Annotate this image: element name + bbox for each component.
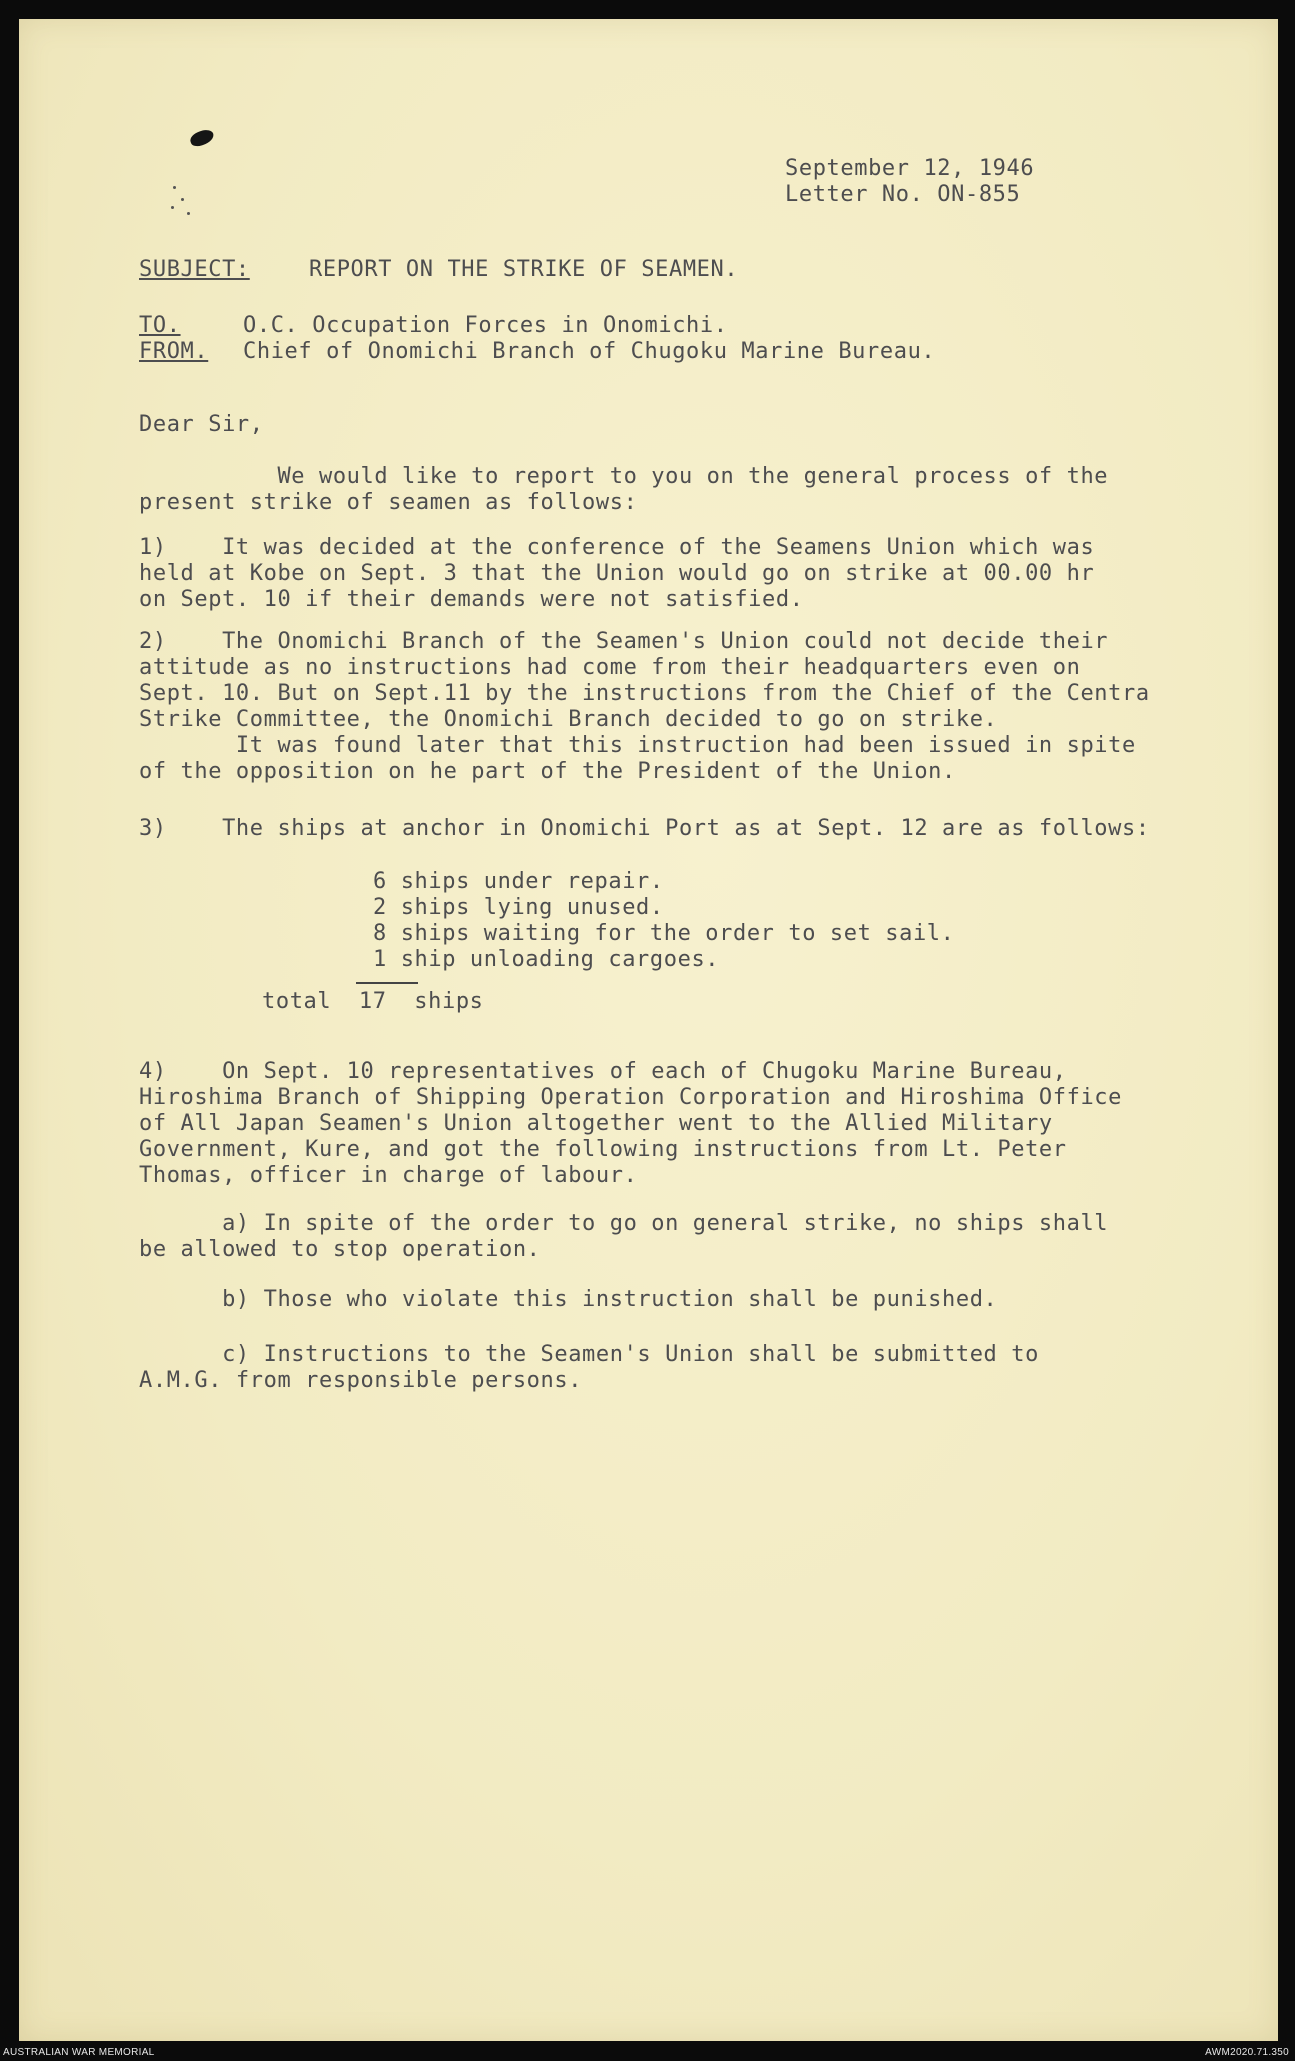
- text-line: Hiroshima Branch of Shipping Operation Corporation and Hiroshima Office: [139, 1085, 1123, 1110]
- item-4: [139, 1059, 1122, 1189]
- to-label: TO.: [139, 313, 181, 338]
- ships-total: total 17 ships: [262, 989, 484, 1014]
- text-line: Sept. 10. But on Sept.11 by the instructions from the Chief of the Centra: [139, 681, 1150, 706]
- text-line: c) Instructions to the Seamen's Union shall be submitted to: [139, 1342, 1039, 1367]
- from-label: FROM.: [139, 339, 209, 364]
- text-line: held at Kobe on Sept. 3 that the Union would go on strike at 00.00 hr: [139, 561, 1095, 586]
- instruction-c: [139, 1342, 1039, 1394]
- to-text: O.C. Occupation Forces in Onomichi.: [243, 313, 728, 338]
- subject-text: REPORT ON THE STRIKE OF SEAMEN.: [309, 257, 739, 282]
- item-1: [139, 535, 1094, 613]
- text-line: Strike Committee, the Onomichi Branch decided to go on strike.: [139, 707, 998, 732]
- list-item: 8 ships waiting for the order to set sail.: [373, 921, 955, 946]
- text-line: a) In spite of the order to go on general strike, no ships shall: [139, 1211, 1109, 1236]
- item-3-intro: 3) The ships at anchor in Onomichi Port as at Sept. 12 are as follows:: [139, 816, 1150, 841]
- text-line: We would like to report to you on the general process of the: [139, 464, 1109, 489]
- text-line: 4) On Sept. 10 representatives of each of Chugoku Marine Bureau,: [139, 1059, 1067, 1084]
- text-line: present strike of seamen as follows:: [139, 490, 638, 515]
- subject-label: SUBJECT:: [139, 257, 250, 282]
- total-rule: [356, 982, 418, 984]
- from-text: Chief of Onomichi Branch of Chugoku Marine Bureau.: [243, 339, 936, 364]
- text-line: be allowed to stop operation.: [139, 1237, 541, 1262]
- list-item: 6 ships under repair.: [373, 869, 664, 894]
- text-line: Thomas, officer in charge of labour.: [139, 1163, 638, 1188]
- item-2: [139, 629, 1150, 785]
- instruction-a: [139, 1211, 1108, 1263]
- footer-reference: AWM2020.71.350: [1205, 2047, 1289, 2058]
- letter-page: [19, 19, 1278, 2041]
- footer-source: AUSTRALIAN WAR MEMORIAL: [3, 2047, 155, 2058]
- list-item: 2 ships lying unused.: [373, 895, 664, 920]
- text-line: Government, Kure, and got the following instructions from Lt. Peter: [139, 1137, 1067, 1162]
- text-line: b) Those who violate this instruction shall be punished.: [139, 1287, 998, 1312]
- letter-number: Letter No. ON-855: [785, 182, 1021, 207]
- ink-blot: [188, 128, 215, 149]
- text-line: of the opposition on he part of the President of the Union.: [139, 759, 956, 784]
- ships-list: [373, 869, 955, 973]
- text-line: of All Japan Seamen's Union altogether went to the Allied Military: [139, 1111, 1053, 1136]
- ink-specks: [169, 184, 199, 224]
- text-line: 2) The Onomichi Branch of the Seamen's Union could not decide their: [139, 629, 1109, 654]
- list-item: 1 ship unloading cargoes.: [373, 947, 720, 972]
- instruction-b: [139, 1287, 997, 1313]
- text-line: It was found later that this instruction had been issued in spite: [139, 733, 1136, 758]
- text-line: on Sept. 10 if their demands were not satisfied.: [139, 587, 804, 612]
- text-line: A.M.G. from responsible persons.: [139, 1368, 583, 1393]
- text-line: attitude as no instructions had come from their headquarters even on: [139, 655, 1081, 680]
- letter-date: September 12, 1946: [785, 156, 1035, 181]
- text-line: 1) It was decided at the conference of the Seamens Union which was: [139, 535, 1095, 560]
- intro-paragraph: [139, 464, 1108, 516]
- salutation: Dear Sir,: [139, 412, 264, 437]
